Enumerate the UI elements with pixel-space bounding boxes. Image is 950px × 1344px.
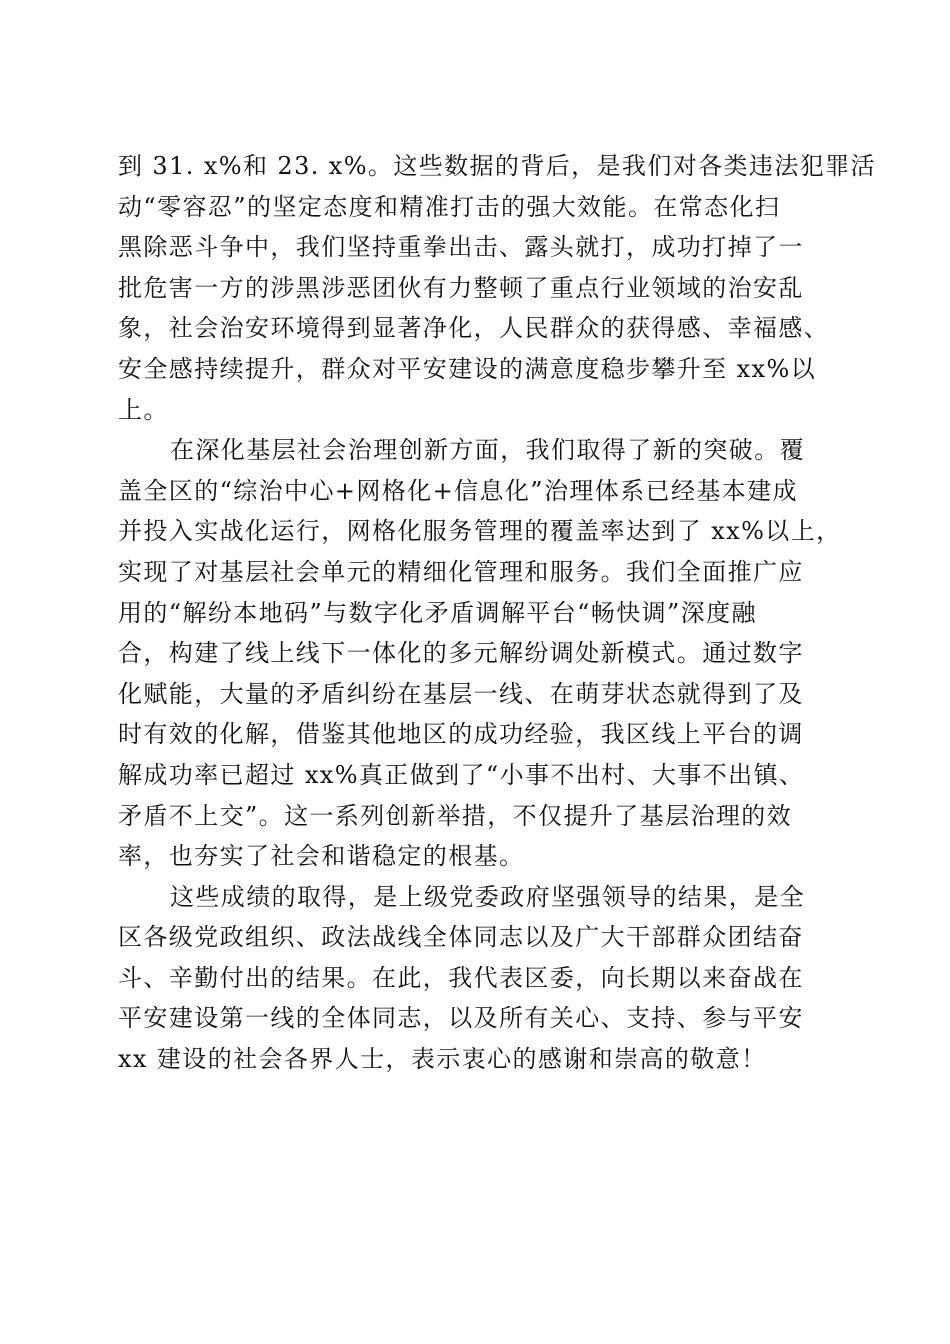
text-line: 动“零容忍”的坚定态度和精准打击的强大效能。在常态化扫	[118, 192, 781, 221]
text-line: 黑除恶斗争中，我们坚持重拳出击、露头就打，成功打掉了一	[118, 233, 804, 262]
text-line: 时有效的化解，借鉴其他地区的成功经验，我区线上平台的调	[118, 720, 804, 749]
text-line: 在深化基层社会治理创新方面，我们取得了新的突破。覆	[170, 436, 805, 465]
text-line: 批危害一方的涉黑涉恶团伙有力整顿了重点行业领域的治安乱	[118, 273, 804, 302]
paragraph-1	[118, 146, 876, 430]
text-line: 斗、辛勤付出的结果。在此，我代表区委，向长期以来奋战在	[118, 963, 804, 992]
text-line: 并投入实战化运行，网格化服务管理的覆盖率达到了 xx%以上，	[118, 517, 842, 546]
text-line: 这些成绩的取得，是上级党委政府坚强领导的结果，是全	[170, 882, 805, 911]
text-line: 盖全区的“综治中心+网格化+信息化”治理体系已经基本建成	[118, 476, 798, 505]
text-line: 安全感持续提升，群众对平安建设的满意度稳步攀升至 xx%以	[118, 354, 817, 383]
text-line: 合，构建了线上线下一体化的多元解纷调处新模式。通过数字	[118, 639, 804, 668]
text-line: 区各级党政组织、政法战线全体同志以及广大干部群众团结奋	[118, 923, 804, 952]
text-line: xx 建设的社会各界人士，表示衷心的感谢和崇高的敬意！	[118, 1045, 767, 1074]
paragraph-2	[118, 430, 842, 877]
text-line: 上。	[118, 395, 169, 424]
text-line: 化赋能，大量的矛盾纠纷在基层一线、在萌芽状态就得到了及	[118, 679, 804, 708]
document-page	[118, 146, 876, 1080]
text-line: 实现了对基层社会单元的精细化管理和服务。我们全面推广应	[118, 557, 804, 586]
text-line: 平安建设第一线的全体同志，以及所有关心、支持、参与平安	[118, 1004, 804, 1033]
text-line: 象，社会治安环境得到显著净化，人民群众的获得感、幸福感、	[118, 314, 830, 343]
text-line: 用的“解纷本地码”与数字化矛盾调解平台“畅快调”深度融	[118, 598, 757, 627]
paragraph-3	[118, 877, 830, 1080]
text-line: 到 31. x%和 23. x%。这些数据的背后，是我们对各类违法犯罪活	[118, 152, 876, 180]
text-line: 率，也夯实了社会和谐稳定的根基。	[118, 842, 525, 871]
text-line: 解成功率已超过 xx%真正做到了“小事不出村、大事不出镇、	[118, 760, 805, 789]
text-line: 矛盾不上交”。这一系列创新举措，不仅提升了基层治理的效	[118, 801, 793, 830]
